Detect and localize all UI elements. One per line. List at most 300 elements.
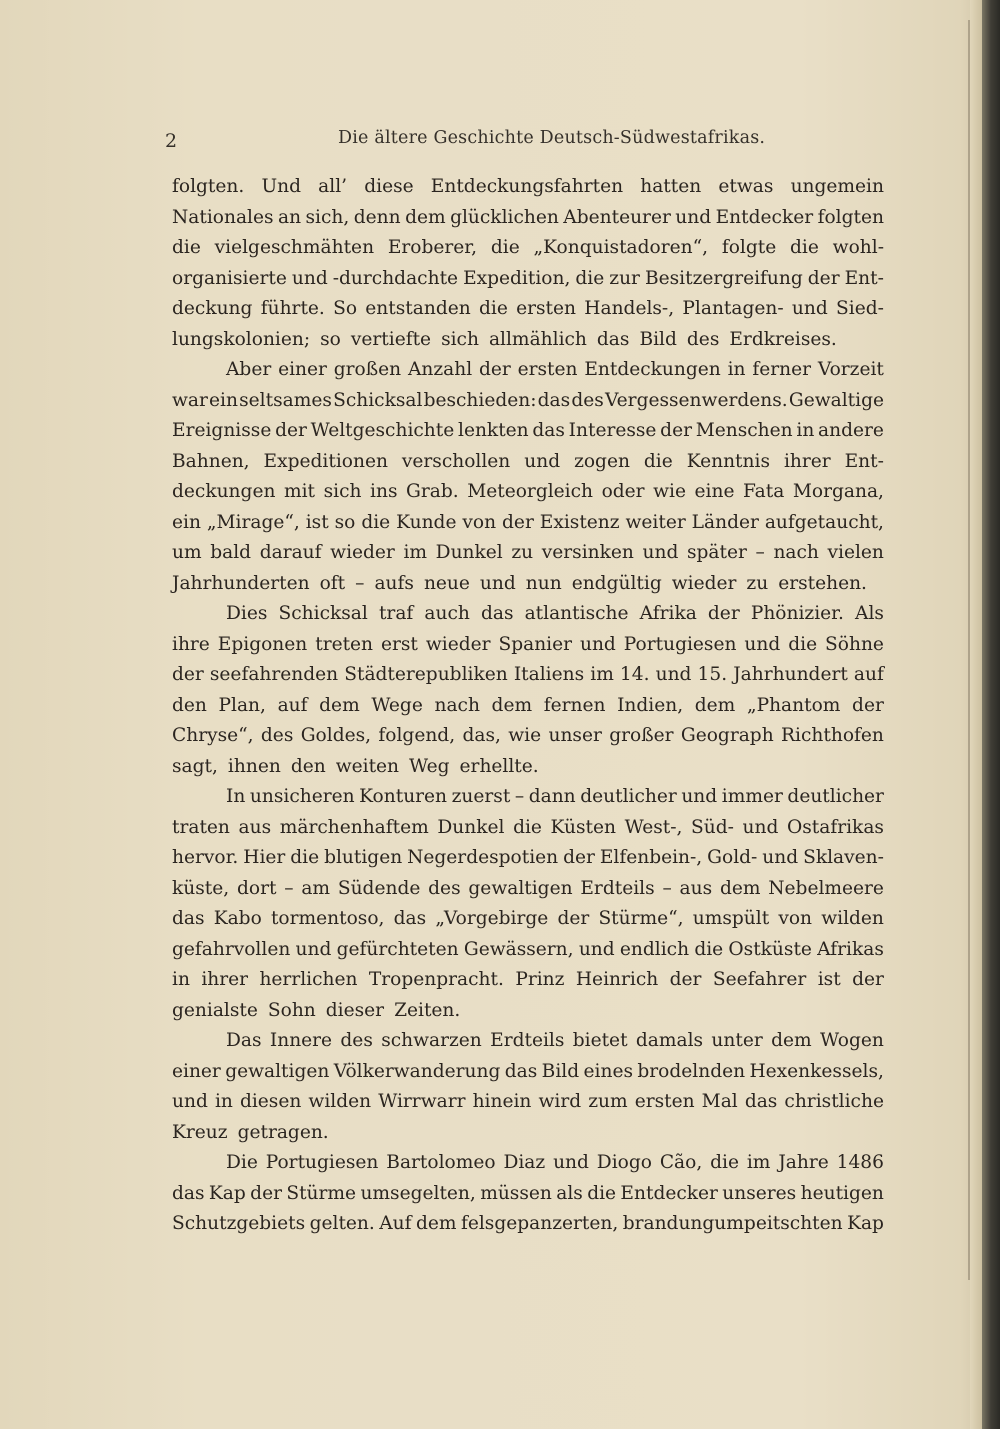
word: ferner [752, 359, 812, 380]
text-line [172, 935, 884, 966]
word: Südende [337, 877, 421, 899]
word: Zeiten. [394, 999, 461, 1021]
word: Morgana, [792, 481, 884, 502]
word: Ostafrikas [787, 816, 884, 838]
word: dort [236, 877, 277, 899]
word: das [504, 1060, 538, 1082]
word: blutigen [324, 847, 403, 868]
word: felsgepanzerten, [460, 1213, 619, 1234]
word: Bild [639, 328, 677, 350]
page-header [160, 126, 766, 156]
word: Ostküste [728, 938, 812, 960]
word: ungemein [790, 176, 884, 197]
word: und [578, 938, 615, 960]
word: den [290, 755, 326, 777]
word: eines [583, 1060, 633, 1082]
word: weiter [625, 511, 686, 533]
word: Söhne [825, 633, 884, 655]
word: Ent- [844, 450, 884, 472]
word: Richthofen [781, 725, 884, 746]
text-line [172, 416, 884, 447]
word: Kreuz [172, 1121, 228, 1143]
word: Heinrich [575, 969, 659, 990]
word: – [284, 877, 294, 899]
word: um [172, 542, 202, 563]
word: lenkten [458, 420, 529, 441]
word: Kenntnis [686, 450, 770, 472]
word: weiten [335, 755, 400, 777]
word: die [788, 633, 818, 655]
word: Menschen [695, 420, 793, 441]
word: umspült [692, 908, 770, 929]
page-number: 2 [165, 130, 178, 152]
text-line [172, 721, 884, 752]
word: damals [635, 1030, 704, 1051]
text-line [172, 599, 884, 630]
word: Plantagen- [682, 298, 784, 319]
word: in [172, 969, 190, 990]
word: deckungen [172, 481, 276, 502]
word: Cão, [659, 1152, 703, 1173]
word: Anzahl [407, 359, 473, 380]
word: auch [424, 603, 470, 624]
word: der [707, 603, 740, 624]
word: organisierte [172, 267, 287, 289]
word: Wogen [819, 1030, 884, 1051]
word: der [807, 267, 840, 289]
word: Stürme [286, 1182, 357, 1204]
word: erst [381, 633, 418, 655]
word: ersten [517, 359, 578, 380]
word: großen [333, 359, 402, 380]
word: gefahrvollen [172, 938, 291, 960]
word: des [340, 1030, 373, 1051]
text-line [172, 874, 884, 905]
word: von [778, 908, 813, 929]
word: 15. [697, 664, 728, 685]
word: ihre [172, 633, 210, 655]
word: beschieden: [423, 389, 537, 411]
word: 14. [619, 664, 650, 685]
word: nun [525, 572, 562, 594]
word: ist [305, 511, 329, 533]
text-line [172, 904, 884, 935]
word: sich [441, 328, 479, 350]
word: Erdteils [580, 877, 655, 899]
word: ihrer [201, 969, 249, 990]
word: ersten [634, 1091, 695, 1112]
word: zogen [574, 450, 630, 472]
word: seltsames [239, 389, 332, 411]
word: bald [210, 542, 252, 563]
word: „Phantom [746, 694, 841, 716]
word: zum [588, 1091, 628, 1112]
word: folgte [721, 237, 777, 258]
word: Plan, [218, 694, 266, 716]
word: umsegelten, [360, 1182, 476, 1204]
word: der [563, 847, 595, 868]
word: Jahre [778, 1152, 829, 1173]
word: dem [771, 1030, 812, 1051]
word: Abenteurer [563, 206, 671, 228]
word: zu [511, 542, 534, 563]
word: die [790, 237, 819, 258]
word: So [333, 298, 358, 319]
word: und [762, 847, 799, 868]
word: Die [226, 1152, 258, 1173]
word: immer [721, 786, 783, 807]
text-line [172, 660, 884, 691]
word: herrlichen [259, 969, 358, 990]
word: unseres [722, 1182, 797, 1204]
word: Dies [226, 603, 268, 624]
word: Sohn [267, 999, 316, 1021]
word: nach [773, 542, 819, 563]
word: unter [711, 1030, 763, 1051]
text-line [172, 325, 884, 356]
word: Italiens [513, 664, 585, 685]
word: folgten. [172, 176, 245, 197]
word: aus [238, 816, 272, 838]
word: und [479, 572, 516, 594]
word: Stürme“, [598, 908, 684, 929]
word: „Vorgebirge [435, 908, 549, 929]
word: und [681, 786, 718, 807]
word: Kap [208, 1182, 246, 1204]
word: -durchdachte [332, 267, 459, 289]
word: das [172, 908, 205, 929]
word: Innere [269, 1030, 333, 1051]
word: folgend, [378, 725, 456, 746]
word: der [660, 420, 692, 441]
word: Existenz [539, 511, 620, 533]
text-line [172, 691, 884, 722]
word: ihnen [227, 755, 281, 777]
word: Interesse [568, 420, 657, 441]
word: nach [434, 694, 480, 716]
word: großer [609, 725, 674, 746]
word: genialste [172, 999, 258, 1021]
binding-edge [982, 0, 1000, 1429]
text-line [172, 508, 884, 539]
word: märchenhaftem [279, 816, 429, 838]
word: die [361, 511, 391, 533]
word: die [643, 450, 673, 472]
word: gefürchteten [336, 938, 459, 960]
text-line [172, 1209, 884, 1240]
word: des [571, 389, 604, 411]
word: Chryse“, [172, 725, 254, 746]
word: heutigen [800, 1182, 884, 1204]
word: glücklichen [450, 206, 559, 228]
word: Länder [691, 511, 759, 533]
word: dem [694, 694, 736, 716]
word: Nationales [172, 206, 274, 228]
word: eine [694, 481, 735, 502]
word: Handels-, [584, 298, 675, 319]
text-line [172, 203, 884, 234]
text-line [172, 386, 884, 417]
word: wird [538, 1091, 582, 1112]
word: West-, [624, 816, 683, 838]
word: dem [719, 877, 761, 899]
text-line [172, 1148, 884, 1179]
word: ein [172, 511, 201, 533]
word: Sklaven- [803, 847, 884, 868]
text-line [172, 569, 884, 600]
word: Spanier [498, 633, 573, 655]
text-line [172, 447, 884, 478]
word: küste, [172, 877, 230, 899]
word: – [662, 877, 672, 899]
word: Entdecker [715, 206, 814, 228]
word: Goldes, [300, 725, 372, 746]
word: ihrer [783, 450, 831, 472]
word: das [537, 389, 571, 411]
word: Das [226, 1030, 262, 1051]
word: ein [209, 389, 238, 411]
word: darauf [259, 542, 322, 563]
word: im [746, 1152, 771, 1173]
word: Städterepubliken [344, 664, 508, 685]
word: endgültig [571, 572, 662, 594]
word: wie [508, 725, 542, 746]
word: allmählich [488, 328, 587, 350]
word: dem [491, 694, 533, 716]
word: Geograph [680, 725, 774, 746]
word: diesen [239, 1091, 302, 1112]
word: dem [415, 1213, 457, 1234]
word: In [226, 786, 246, 807]
word: gelten. [309, 1213, 375, 1234]
word: der [478, 359, 511, 380]
word: das [393, 908, 427, 929]
word: diese [364, 176, 414, 197]
word: Seefahrer [712, 969, 807, 990]
word: Entdeckungsfahrten [430, 176, 624, 197]
word: treten [315, 633, 374, 655]
word: der [275, 420, 307, 441]
text-line [172, 996, 884, 1027]
word: Erdteils [490, 1030, 565, 1051]
word: das [744, 1091, 778, 1112]
word: die [490, 237, 520, 258]
word: war [172, 389, 208, 411]
word: Hier [243, 847, 286, 868]
word: aus [679, 877, 713, 899]
word: Weg [409, 755, 450, 777]
word: in [214, 1091, 233, 1112]
word: denn [353, 206, 401, 228]
word: und [291, 267, 328, 289]
word: Epigonen [217, 633, 308, 655]
word: all’ [318, 176, 348, 197]
word: hatten [640, 176, 702, 197]
word: und [655, 664, 692, 685]
word: unser [548, 725, 602, 746]
word: erstehen. [778, 572, 867, 594]
word: den [172, 694, 207, 716]
running-title: Die ältere Geschichte Deutsch-Südwestafrikas. [338, 128, 766, 148]
word: Als [855, 603, 884, 624]
word: Grab. [406, 481, 459, 502]
word: und [295, 938, 332, 960]
text-line [172, 813, 884, 844]
word: wilden [308, 1091, 372, 1112]
word: auf [853, 664, 884, 685]
word: die [513, 816, 542, 838]
word: Ent- [844, 267, 884, 289]
word: das [172, 1182, 205, 1204]
word: am [301, 877, 331, 899]
word: deutlicher [580, 786, 677, 807]
text-line [172, 1179, 884, 1210]
word: vertiefte [350, 328, 432, 350]
word: einer [172, 1060, 221, 1082]
word: die [290, 847, 320, 868]
text-line [172, 965, 884, 996]
text-line [172, 630, 884, 661]
word: Schutzgebiets [172, 1213, 306, 1234]
word: getragen. [237, 1121, 329, 1143]
word: brodelnden [637, 1060, 746, 1082]
word: Expedition, [463, 267, 571, 289]
word: ins [370, 481, 398, 502]
word: endlich [619, 938, 690, 960]
text-line [172, 1118, 884, 1149]
text-line [172, 172, 884, 203]
word: der [669, 969, 702, 990]
word: und [579, 633, 616, 655]
word: führte. [260, 298, 325, 319]
word: Konturen [359, 786, 448, 807]
word: wieder [425, 633, 491, 655]
word: und [744, 633, 781, 655]
word: Schicksal [333, 389, 423, 411]
text-line [172, 355, 884, 386]
text-line [172, 1087, 884, 1118]
word: bietet [572, 1030, 628, 1051]
word: zu [746, 572, 769, 594]
word: hervor. [172, 847, 239, 868]
word: Portugiesen [623, 633, 737, 655]
text-line [172, 1026, 884, 1057]
text-line [172, 538, 884, 569]
word: die [694, 938, 724, 960]
word: der [250, 1182, 282, 1204]
word: versinken [541, 542, 634, 563]
word: Kabo [213, 908, 262, 929]
text-line [172, 752, 884, 783]
word: Wirrwarr [378, 1091, 466, 1112]
word: in [796, 420, 815, 441]
word: – [355, 572, 365, 594]
word: unsicheren [249, 786, 355, 807]
word: tormentoso, [270, 908, 385, 929]
word: auf [277, 694, 308, 716]
word: 1486 [836, 1152, 884, 1173]
word: als [556, 1182, 583, 1204]
word: aufgetaucht, [764, 511, 884, 533]
word: entstanden [365, 298, 471, 319]
word: sich, [305, 206, 350, 228]
word: Gewässern, [463, 938, 574, 960]
word: Gold- [707, 847, 758, 868]
word: Fata [743, 481, 785, 502]
word: Bartolomeo [386, 1152, 496, 1173]
word: des [686, 328, 720, 350]
word: Diaz [503, 1152, 546, 1173]
word: Prinz [515, 969, 565, 990]
word: Negerdespotien [407, 847, 559, 868]
text-line [172, 843, 884, 874]
word: wieder [671, 572, 737, 594]
word: die [587, 1182, 617, 1204]
word: folgten [817, 206, 884, 228]
word: und [524, 450, 561, 472]
word: so [320, 328, 341, 350]
word: zur [609, 267, 640, 289]
word: andere [818, 420, 884, 441]
word: von [462, 511, 497, 533]
word: vielgeschmähten [214, 237, 375, 258]
word: ersten [516, 298, 576, 319]
word: Indien, [617, 694, 684, 716]
word: und [675, 206, 712, 228]
word: Tropenpracht. [368, 969, 504, 990]
word: und [553, 1152, 589, 1173]
word: und [642, 542, 679, 563]
word: Vergessenwerdens. [604, 389, 788, 411]
word: Meteorgleich [467, 481, 594, 502]
word: Kap [847, 1213, 884, 1234]
word: dem [405, 206, 446, 228]
word: der [502, 511, 534, 533]
word: das [596, 328, 630, 350]
word: und [791, 298, 828, 319]
word: die [478, 298, 508, 319]
word: und [172, 1091, 208, 1112]
word: Ereignisse [172, 420, 272, 441]
word: Nebelmeere [768, 877, 884, 899]
word: Bild [541, 1060, 580, 1082]
word: „Konquistadoren“, [533, 237, 709, 258]
word: hinein [472, 1091, 532, 1112]
word: lungskolonien; [172, 328, 311, 350]
word: mit [283, 481, 316, 502]
word: Expeditionen [263, 450, 388, 472]
word: Eroberer, [387, 237, 478, 258]
word: Dunkel [435, 542, 503, 563]
word: Diogo [596, 1152, 652, 1173]
word: an [277, 206, 302, 228]
word: neue [423, 572, 470, 594]
word: Auf [379, 1213, 412, 1234]
text-line [172, 264, 884, 295]
word: vielen [827, 542, 884, 563]
word: etwas [718, 176, 774, 197]
word: wieder [330, 542, 395, 563]
word: und [742, 816, 779, 838]
word: Mal [701, 1091, 738, 1112]
word: Wege [371, 694, 423, 716]
word: in [727, 359, 746, 380]
word: sagt, [172, 755, 218, 777]
word: Küsten [550, 816, 616, 838]
word: Aber [226, 359, 272, 380]
word: oft [319, 572, 346, 594]
word: des [260, 725, 294, 746]
